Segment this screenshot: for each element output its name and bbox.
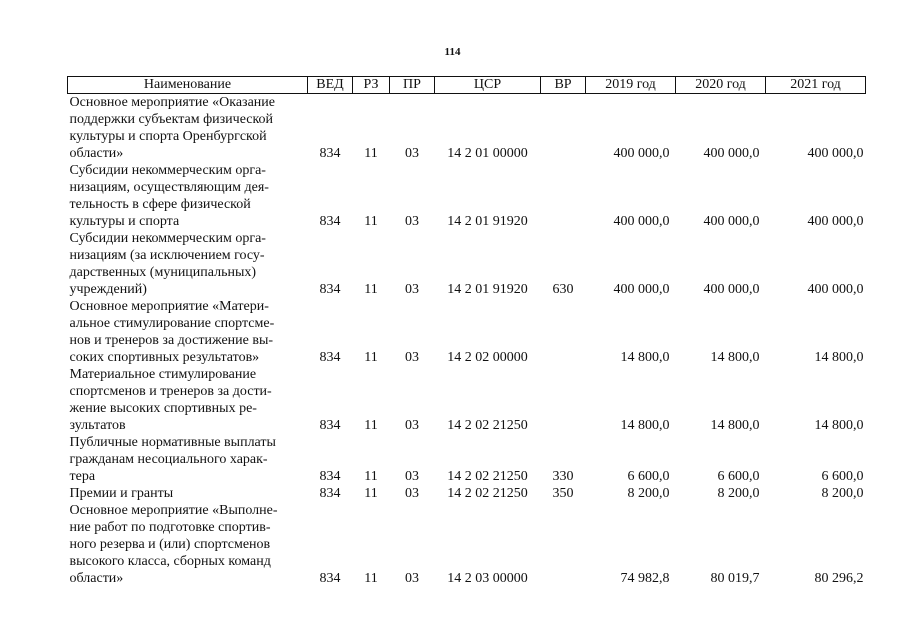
name-line: Основное мероприятие «Оказание xyxy=(69,95,275,110)
cell-rz: 11 xyxy=(364,146,378,161)
name-line: дарственных (муниципальных) xyxy=(69,265,257,280)
cell-csr: 14 2 02 21250 xyxy=(447,486,528,501)
column-header-rz: РЗ xyxy=(353,77,390,94)
cell-ved: 834 xyxy=(319,486,341,501)
cell-vr xyxy=(541,502,586,587)
table-row xyxy=(68,298,866,366)
cell-rz: 11 xyxy=(364,350,378,365)
cell-csr: 14 2 02 21250 xyxy=(447,469,528,484)
column-header-pr: ПР xyxy=(390,77,435,94)
table-row xyxy=(68,162,866,230)
cell-2020: 400 000,0 xyxy=(703,282,760,297)
cell-csr: 14 2 01 91920 xyxy=(447,282,528,297)
budget-table xyxy=(67,76,866,587)
cell-rz: 11 xyxy=(364,214,378,229)
cell-csr: 14 2 02 21250 xyxy=(447,418,528,433)
cell-name xyxy=(68,94,308,163)
cell-rz: 11 xyxy=(364,571,378,586)
cell-name xyxy=(68,366,308,434)
cell-2020: 400 000,0 xyxy=(703,214,760,229)
name-line: Субсидии некоммерческим орга- xyxy=(69,231,266,246)
name-line: Премии и гранты xyxy=(69,486,174,501)
cell-2020: 6 600,0 xyxy=(717,469,760,484)
cell-pr: 03 xyxy=(405,486,419,501)
cell-ved: 834 xyxy=(319,571,341,586)
name-line: области» xyxy=(69,571,124,586)
cell-csr: 14 2 01 91920 xyxy=(447,214,528,229)
cell-pr: 03 xyxy=(405,571,419,586)
table-row xyxy=(68,230,866,298)
name-line: тера xyxy=(69,469,96,484)
cell-name xyxy=(68,298,308,366)
cell-2019: 400 000,0 xyxy=(613,282,670,297)
cell-2021: 14 800,0 xyxy=(814,418,864,433)
name-line: учреждений) xyxy=(69,282,147,297)
cell-vr: 630 xyxy=(552,282,574,297)
name-line: низациям, осуществляющим дея- xyxy=(69,180,269,195)
cell-pr: 03 xyxy=(405,418,419,433)
cell-pr: 03 xyxy=(405,282,419,297)
cell-2020: 80 019,7 xyxy=(710,571,760,586)
cell-rz: 11 xyxy=(364,486,378,501)
column-header-2019: 2019 год xyxy=(586,77,676,94)
name-line: ного резерва и (или) спортсменов xyxy=(69,537,271,552)
cell-vr: 330 xyxy=(552,469,574,484)
cell-2021: 400 000,0 xyxy=(807,146,864,161)
cell-2021: 400 000,0 xyxy=(807,214,864,229)
cell-2019: 8 200,0 xyxy=(627,486,670,501)
name-line: Материальное стимулирование xyxy=(69,367,257,382)
name-line: культуры и спорта Оренбургской xyxy=(69,129,267,144)
cell-2019: 6 600,0 xyxy=(627,469,670,484)
name-line: альное стимулирование спортсме- xyxy=(69,316,275,331)
column-header-vr: ВР xyxy=(541,77,586,94)
cell-vr xyxy=(541,298,586,366)
name-line: нов и тренеров за достижение вы- xyxy=(69,333,274,348)
name-line: жение высоких спортивных ре- xyxy=(69,401,257,416)
column-header-ved: ВЕД xyxy=(308,77,353,94)
cell-2019: 74 982,8 xyxy=(620,571,670,586)
cell-vr xyxy=(541,366,586,434)
table-row xyxy=(68,94,866,163)
name-line: поддержки субъектам физической xyxy=(69,112,274,127)
cell-2021: 14 800,0 xyxy=(814,350,864,365)
cell-ved: 834 xyxy=(319,214,341,229)
cell-csr: 14 2 01 00000 xyxy=(447,146,528,161)
cell-pr: 03 xyxy=(405,146,419,161)
table-row xyxy=(68,485,866,502)
cell-ved: 834 xyxy=(319,146,341,161)
name-line: спортсменов и тренеров за дости- xyxy=(69,384,272,399)
cell-name xyxy=(68,502,308,587)
cell-name xyxy=(68,162,308,230)
cell-ved: 834 xyxy=(319,469,341,484)
cell-pr: 03 xyxy=(405,214,419,229)
cell-rz: 11 xyxy=(364,418,378,433)
page-number: 114 xyxy=(444,46,461,58)
name-line: зультатов xyxy=(69,418,126,433)
name-line: ние работ по подготовке спортив- xyxy=(69,520,271,535)
name-line: соких спортивных результатов» xyxy=(69,350,260,365)
name-line: Основное мероприятие «Матери- xyxy=(69,299,269,314)
table-row xyxy=(68,434,866,485)
cell-vr xyxy=(541,94,586,163)
cell-2021: 400 000,0 xyxy=(807,282,864,297)
table-header-row xyxy=(68,77,866,94)
cell-vr xyxy=(541,162,586,230)
cell-2021: 6 600,0 xyxy=(821,469,864,484)
name-line: Публичные нормативные выплаты xyxy=(69,435,276,450)
cell-pr: 03 xyxy=(405,350,419,365)
column-header-2020: 2020 год xyxy=(676,77,766,94)
column-header-csr: ЦСР xyxy=(435,77,541,94)
name-line: высокого класса, сборных команд xyxy=(69,554,271,569)
cell-pr: 03 xyxy=(405,469,419,484)
name-line: области» xyxy=(69,146,124,161)
cell-2020: 400 000,0 xyxy=(703,146,760,161)
cell-2020: 8 200,0 xyxy=(717,486,760,501)
column-header-name: Наименование xyxy=(68,77,308,94)
cell-2019: 400 000,0 xyxy=(613,146,670,161)
table-row xyxy=(68,366,866,434)
cell-rz: 11 xyxy=(364,282,378,297)
name-line: Субсидии некоммерческим орга- xyxy=(69,163,266,178)
cell-name xyxy=(68,485,308,502)
cell-name xyxy=(68,230,308,298)
name-line: низациям (за исключением госу- xyxy=(69,248,265,263)
name-line: Основное мероприятие «Выполне- xyxy=(69,503,278,518)
table-row xyxy=(68,502,866,587)
cell-ved: 834 xyxy=(319,418,341,433)
cell-2020: 14 800,0 xyxy=(710,418,760,433)
cell-ved: 834 xyxy=(319,350,341,365)
cell-name xyxy=(68,434,308,485)
name-line: тельность в сфере физической xyxy=(69,197,251,212)
table-body xyxy=(68,94,866,588)
cell-rz: 11 xyxy=(364,469,378,484)
cell-2021: 8 200,0 xyxy=(821,486,864,501)
name-line: гражданам несоциального харак- xyxy=(69,452,268,467)
cell-2019: 400 000,0 xyxy=(613,214,670,229)
cell-ved: 834 xyxy=(319,282,341,297)
cell-2019: 14 800,0 xyxy=(620,350,670,365)
name-line: культуры и спорта xyxy=(69,214,180,229)
cell-2019: 14 800,0 xyxy=(620,418,670,433)
cell-2021: 80 296,2 xyxy=(814,571,864,586)
cell-csr: 14 2 02 00000 xyxy=(447,350,528,365)
cell-2020: 14 800,0 xyxy=(710,350,760,365)
column-header-2021: 2021 год xyxy=(766,77,866,94)
cell-vr: 350 xyxy=(552,486,574,501)
cell-csr: 14 2 03 00000 xyxy=(447,571,528,586)
